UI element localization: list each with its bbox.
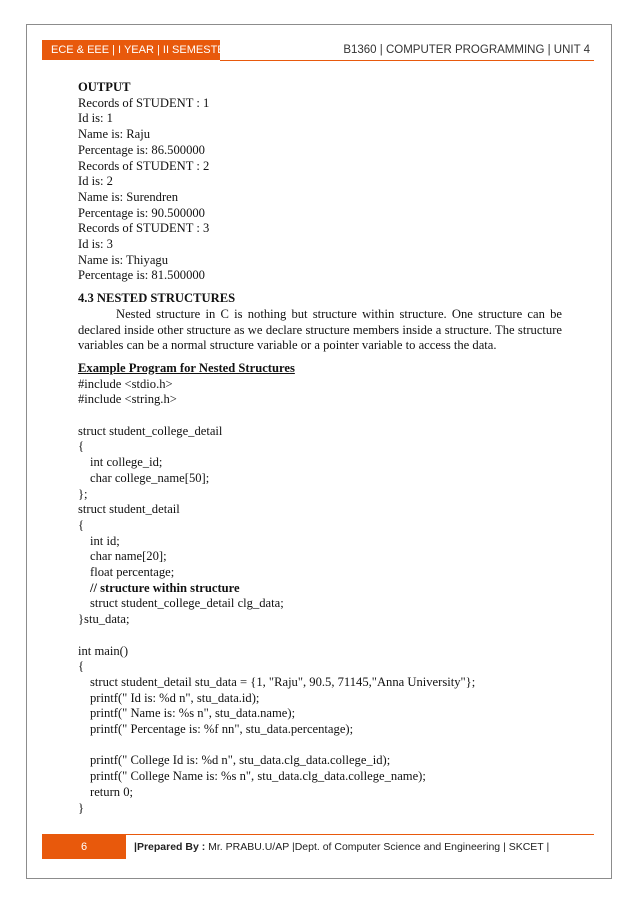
code-line: struct student_detail stu_data = {1, "Raju", 90.5, 71145,"Anna University"};	[90, 674, 476, 689]
code-line: int college_id;	[90, 455, 163, 470]
code-line: int main()	[78, 643, 129, 658]
code-line: printf(" Percentage is: %f nn", stu_data.percentage);	[90, 722, 354, 737]
output-line: Percentage is: 86.500000	[78, 142, 205, 157]
code-line: {	[78, 439, 85, 454]
output-line: Name is: Raju	[78, 127, 151, 142]
code-line: struct student_college_detail	[78, 423, 223, 438]
code-line: return 0;	[90, 784, 134, 799]
header-course-info: ECE & EEE | I YEAR | II SEMESTER	[42, 40, 220, 60]
code-line: #include <stdio.h>	[78, 376, 173, 391]
output-line: Percentage is: 81.500000	[78, 268, 205, 283]
header-rule	[220, 60, 594, 61]
header-subject-info: B1360 | COMPUTER PROGRAMMING | UNIT 4	[343, 44, 590, 56]
page-number: 6	[42, 835, 126, 859]
code-line: {	[78, 517, 85, 532]
output-line: Id is: 3	[78, 237, 113, 252]
output-line: Id is: 2	[78, 174, 113, 189]
code-line: struct student_college_detail clg_data;	[90, 596, 284, 611]
code-line: }	[78, 800, 85, 815]
section-paragraph	[78, 307, 562, 354]
code-line: char name[20];	[90, 549, 167, 564]
code-line: float percentage;	[90, 565, 175, 580]
code-line: printf(" Id is: %d n", stu_data.id);	[90, 690, 260, 705]
code-line: {	[78, 659, 85, 674]
section-heading: 4.3 NESTED STRUCTURES	[78, 291, 236, 306]
footer-prepared-text: Mr. PRABU.U/AP |Dept. of Computer Science and Engineering | SKCET |	[205, 841, 550, 853]
code-line: }stu_data;	[78, 612, 130, 627]
code-line: printf(" College Name is: %s n", stu_data.clg_data.college_name);	[90, 769, 426, 784]
example-heading: Example Program for Nested Structures	[78, 360, 295, 375]
code-line: printf(" College Id is: %d n", stu_data.clg_data.college_id);	[90, 753, 391, 768]
code-line: #include <string.h>	[78, 392, 177, 407]
output-line: Id is: 1	[78, 111, 113, 126]
code-line: struct student_detail	[78, 502, 180, 517]
output-line: Name is: Thiyagu	[78, 252, 169, 267]
footer-credit	[134, 835, 594, 859]
code-line: char college_name[50];	[90, 470, 210, 485]
output-line: Percentage is: 90.500000	[78, 205, 205, 220]
footer-prepared-label: |Prepared By :	[134, 841, 206, 853]
code-line: };	[78, 486, 88, 501]
code-comment: // structure within structure	[90, 580, 240, 595]
output-heading: OUTPUT	[78, 80, 131, 94]
page-content	[78, 80, 562, 816]
section-paragraph-text: Nested structure in C is nothing but structure within structure. One structure can be declared inside other structure as we declare structure members inside a structure. The structure variables can be a normal structure variable or a pointer variable to access the data.	[78, 306, 562, 353]
output-line: Records of STUDENT : 2	[78, 158, 210, 173]
output-line: Records of STUDENT : 1	[78, 95, 210, 110]
output-line: Records of STUDENT : 3	[78, 221, 210, 236]
code-line: int id;	[90, 533, 120, 548]
output-line: Name is: Surendren	[78, 189, 179, 204]
code-line: printf(" Name is: %s n", stu_data.name);	[90, 706, 296, 721]
